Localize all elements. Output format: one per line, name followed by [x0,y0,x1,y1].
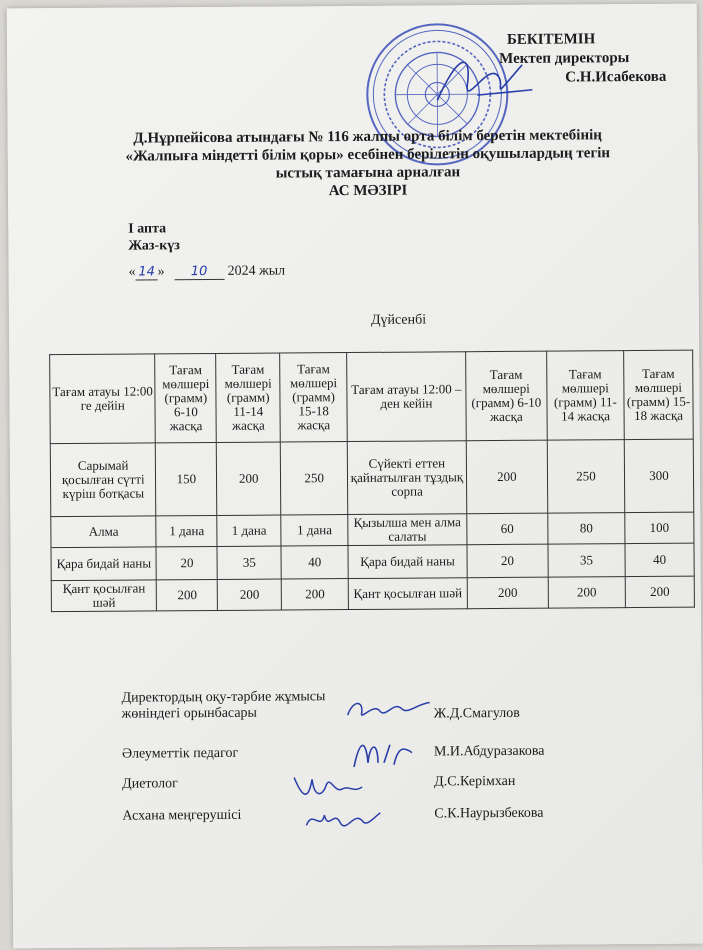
date-month: 10 [174,264,224,280]
signatory-name: Ж.Д.Смагулов [433,705,520,722]
table-cell: 200 [217,442,281,515]
table-header-cell: Тағам мөлшері (грамм) 11-14 жасқа [216,353,281,442]
table-cell: 20 [156,546,217,579]
table-header-cell: Тағам мөлшері (грамм) 15-18 жасқа [624,350,694,439]
document-title [108,126,628,202]
date-suffix: жыл [259,263,286,279]
handwritten-signature [344,690,434,725]
table-cell: 1 дана [156,515,217,546]
table-cell: 200 [157,579,218,610]
table-header-cell: Тағам мөлшері (грамм) 6-10 жасқа [465,351,547,441]
signature-row [122,805,622,824]
table-cell: 35 [548,544,625,578]
date-quote-close: » [157,264,165,280]
table-header-row [50,350,694,443]
table-header-cell: Тағам мөлшері (грамм) 11-14 жасқа [547,351,625,441]
handwritten-signature [302,801,382,838]
table-cell: 200 [625,576,694,607]
title-line-4: АС МӘЗІРІ [328,182,408,200]
approval-position: Мектеп директоры [499,50,630,67]
table-row [50,439,693,516]
season-label: Жаз-күз [128,238,180,254]
table-cell: Қант қосылған шәй [348,578,467,610]
table-cell: 80 [548,513,625,545]
weekday-label: Дүйсенбі [370,312,427,328]
date-day: 14 [136,264,158,280]
signatures-block [121,687,621,824]
table-cell: 35 [217,546,281,579]
signatory-name: Д.С.Керімхан [434,773,516,790]
signature-row [121,743,622,762]
title-line-3: ыстық тамағына арналған [275,164,461,182]
table-header-cell: Тағам атауы 12:00 ге дейін [50,354,156,444]
signature-row [122,773,622,792]
date-quote-open: « [128,264,136,280]
signatory-name: М.И.Абдуразакова [433,743,545,760]
signatory-role: Әлеуметтік педагог [121,745,239,762]
table-cell: 200 [467,577,548,609]
signatory-role: Асхана меңгерушісі [122,807,242,824]
table-cell: 200 [218,579,282,610]
table-cell: Қызылша мен алма салаты [348,514,467,546]
menu-table [49,350,695,612]
table-cell: 200 [466,440,548,514]
approval-block [499,30,667,88]
table-cell: Алма [51,516,157,548]
table-header-cell: Тағам атауы 12:00 – ден кейін [347,352,466,442]
approval-heading: БЕКІТЕМІН [506,31,596,48]
table-cell: Қара бидай наны [51,547,157,581]
table-header-cell: Тағам мөлшері (грамм) 15-18 жасқа [280,353,348,442]
table-row [51,543,694,580]
signatory-name: С.К.Наурызбекова [434,805,544,822]
table-cell: Қант қосылған шәй [51,580,157,612]
title-line-2: «Жалпыға міндетті білім қоры» есебінен берілетін оқушылардың тегін [125,145,611,165]
table-header-cell: Тағам мөлшері (грамм) 6-10 жасқа [155,353,216,442]
table-cell: 250 [280,442,347,515]
signatory-role: Директордың оқу-тәрбие жұмысы жөніндегі орынбасары [121,689,326,722]
signature-row [121,687,621,722]
week-info [128,220,180,254]
table-cell: Сүйекті еттен қайнатылған тұздық сорпа [347,441,466,515]
table-row [51,576,694,611]
table-row [51,512,694,547]
table-cell: Сарымай қосылған сүтті күріш ботқасы [50,443,156,517]
table-cell: 1 дана [217,515,281,546]
date-year: 2024 [227,263,256,279]
table-cell: Қара бидай наны [348,545,467,579]
week-label: I апта [128,221,167,237]
table-cell: 250 [547,440,625,514]
table-cell: 150 [156,442,217,515]
table-cell: 40 [281,546,348,579]
table-cell: 300 [624,439,694,512]
table-cell: 200 [281,579,348,610]
signatory-role: Диетолог [122,776,178,792]
table-cell: 100 [625,512,694,543]
title-line-1: Д.Нұрпейісова атындағы № 116 жалпы орта білім беретін мектебінің [133,127,602,147]
approval-director-name: С.Н.Исабекова [565,68,667,86]
table-cell: 1 дана [281,515,348,546]
table-cell: 20 [467,544,548,578]
document-page [7,4,703,949]
date-line [129,263,286,280]
table-cell: 60 [467,513,548,545]
table-cell: 200 [548,577,625,609]
table-cell: 40 [625,543,694,576]
